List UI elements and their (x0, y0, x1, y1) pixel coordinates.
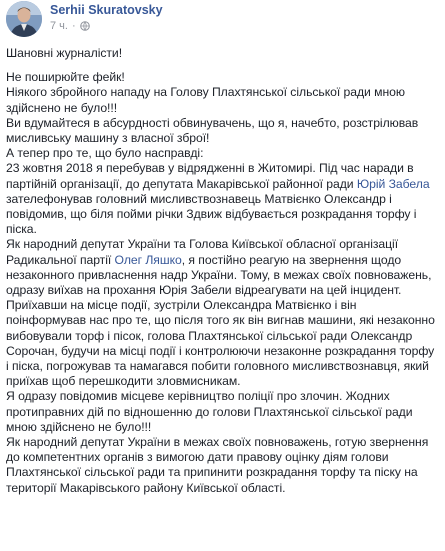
paragraph-fake-warning: Не поширюйте фейк! (6, 70, 125, 85)
author-name[interactable]: Serhii Skuratovsky (50, 3, 163, 17)
paragraph-appeal: Як народний депутат України в межах своїх повноважень, готую звернення до компетентних органів з вимогою дати правову оцінку діям голови Плахтянської сільської ради та припинити розкрадання торфу та піску на території Макарівського району Київської області. (6, 435, 429, 495)
text-segment: , я постійно реагую на звернення щодо незаконного привласнення надр України. Тому, в межах своїх повноважень, одразу виїхав на прохання Юрія Забели відреагувати на цей інцидент. Приїхавши на місце події, зустріли Олександра Матвієнко і він поінформував нас про те, що після того як він вигнав машини, які незаконно вибовували торф і пісок, голова Плахтянської сільської ради Олександр Сорочан, будучи на місці події і контролюючи незаконне розкрадання торфу і піска, погрожував та намагався побити головного мисливствознавця, який приїхав щоб перешкодити зловмисникам. (6, 252, 435, 389)
text-segment: 23 жовтня 2018 я перебував у відрядженні в Житомирі. Під час наради в партійній організації, до депутата Макарівської районної ради (6, 161, 414, 191)
globe-icon[interactable] (80, 21, 90, 31)
post-body (6, 46, 437, 496)
mention-link-oleh-lyashko[interactable]: Олег Ляшко (114, 252, 182, 267)
paragraph-police-notified: Я одразу повідомив місцеве керівництво поліції про злочин. Жодних протиправних дій по відношенню до голови Плахтянської сільської ради мною здійснено не було!!! (6, 389, 413, 434)
paragraph-no-attack: Ніякого збройного нападу на Голову Плахтянської сільської ради мною здійснено не було!!! (6, 85, 405, 115)
paragraph-deputy-response (6, 237, 437, 389)
text-segment: зателефонував головний мисливствознавець Матвієнко Олександр і повідомив, що біля пойми річки Здвиж відбувається розкрадання торфу і піска. (6, 191, 417, 237)
text-segment: Як народний депутат України та Голова Київської обласної організації Радикальної партії (6, 237, 399, 267)
avatar[interactable] (6, 1, 42, 37)
greeting-paragraph: Шановні журналісти! (6, 46, 123, 60)
post-timestamp[interactable]: 7 ч. (50, 20, 68, 32)
post-header (6, 0, 163, 40)
separator-dot: · (71, 20, 76, 32)
paragraph-absurd-accusations: Ви вдумайтеся в абсурдності обвинувачень, що я, начебто, розстрілював мисливську машину з власної зброї! (6, 115, 419, 146)
post-meta (50, 3, 163, 33)
mention-link-yurii-zabela[interactable]: Юрій Забела (356, 176, 430, 191)
paragraph-what-happened: А тепер про те, що було насправді: (6, 146, 204, 161)
paragraph-trip-details (6, 161, 437, 237)
post-subline (50, 19, 163, 33)
